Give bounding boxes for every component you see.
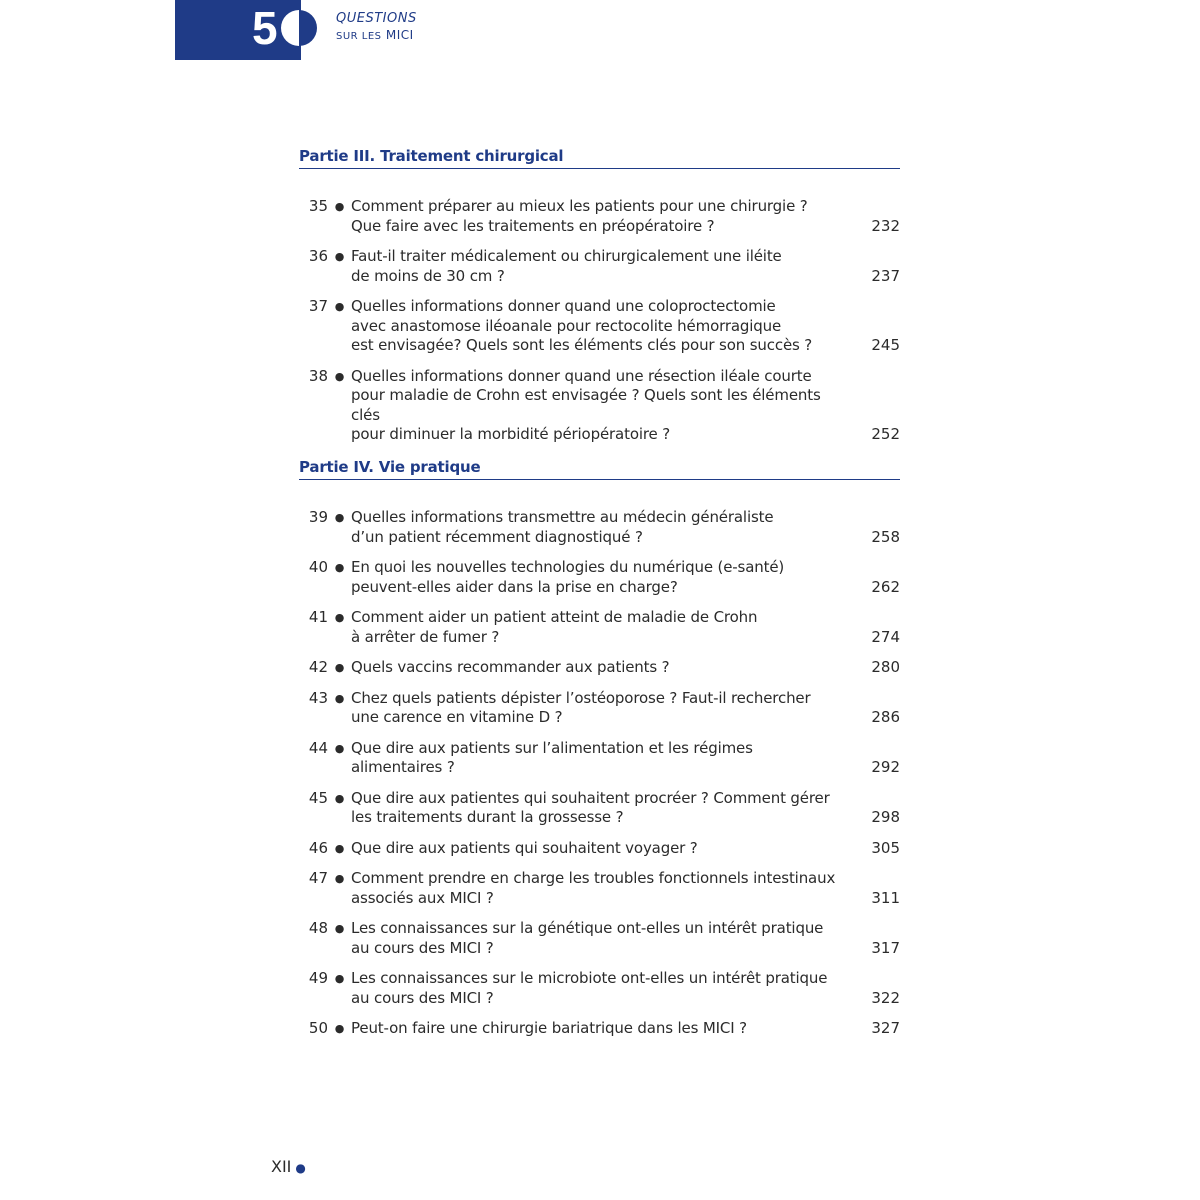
bullet-icon: ● — [334, 611, 345, 624]
entry-number: 44 — [308, 738, 328, 757]
toc-entry[interactable] — [299, 1019, 900, 1039]
brand-number: 5 — [252, 2, 277, 54]
entry-title: Que dire aux patients sur l’alimentation et les régimes alimentaires ? — [351, 738, 753, 776]
toc-entry[interactable] — [299, 297, 900, 356]
bullet-icon: ● — [334, 741, 345, 755]
entry-number: 46 — [308, 838, 328, 857]
bullet-icon: ● — [334, 511, 345, 524]
entry-number: 42 — [308, 658, 328, 676]
entry-number: 35 — [308, 197, 328, 215]
entry-page: 317 — [871, 938, 900, 957]
toc-entry[interactable] — [299, 608, 900, 647]
entry-title: Quelles informations donner quand une coloproctectomie avec anastomose iléoanale pour rectocolite hémorragique est envisagée? Quels sont les éléments clés pour son succès ? — [351, 297, 813, 354]
entry-title: Quelles informations donner quand une résection iléale courte pour maladie de Crohn est envisagée ? Quels sont les éléments clés pour diminuer la morbidité périopératoire ? — [351, 366, 821, 443]
entry-title: En quoi les nouvelles technologies du numérique (e-santé) peuvent-elles aider dans la prise en charge? — [351, 558, 785, 596]
entry-title: Que dire aux patientes qui souhaitent procréer ? Comment gérer les traitements durant la grossesse ? — [351, 788, 830, 826]
toc-entry[interactable] — [299, 367, 900, 445]
toc-entry[interactable] — [299, 247, 900, 286]
bullet-icon: ● — [334, 841, 345, 855]
entry-page: 311 — [871, 888, 900, 907]
entry-page: 292 — [871, 758, 900, 776]
toc-entry[interactable] — [299, 197, 900, 236]
entry-number: 38 — [308, 366, 328, 385]
entry-title: Que dire aux patients qui souhaitent voyager ? — [351, 838, 698, 857]
bullet-icon: ● — [334, 250, 345, 263]
bullet-icon: ● — [334, 561, 345, 574]
bullet-icon: ● — [334, 1022, 345, 1035]
bullet-icon: ● — [334, 369, 345, 383]
entry-page: 280 — [871, 658, 900, 676]
toc-entry[interactable] — [299, 558, 900, 597]
brand-half-circle-logo — [279, 8, 319, 48]
entry-title: Comment prendre en charge les troubles fonctionnels intestinaux associés aux MICI ? — [351, 869, 836, 907]
entry-title: Peut-on faire une chirurgie bariatrique dans les MICI ? — [351, 1019, 747, 1037]
entry-title: Comment préparer au mieux les patients pour une chirurgie ? Que faire avec les traitements en préopératoire ? — [351, 197, 808, 235]
entry-number: 48 — [308, 919, 328, 937]
section-partie-iv — [299, 458, 900, 1050]
entry-number: 50 — [308, 1019, 328, 1037]
toc-entry[interactable] — [299, 508, 900, 547]
entry-page: 258 — [871, 527, 900, 546]
entry-page: 237 — [871, 266, 900, 285]
entry-title: Faut-il traiter médicalement ou chirurgicalement une iléite de moins de 30 cm ? — [351, 247, 782, 285]
entry-page: 322 — [871, 988, 900, 1007]
entry-title: Quels vaccins recommander aux patients ? — [351, 658, 670, 676]
entry-number: 43 — [308, 688, 328, 707]
section-title: Partie IV. Vie pratique — [299, 458, 900, 480]
entry-title: Quelles informations transmettre au médecin généraliste d’un patient récemment diagnostiqué ? — [351, 508, 774, 546]
entry-number: 41 — [308, 608, 328, 626]
page-footer — [271, 1157, 306, 1176]
entry-page: 298 — [871, 808, 900, 826]
brand-title-line1: QUESTIONS — [336, 11, 417, 26]
bullet-icon: ● — [334, 922, 345, 935]
entry-number: 36 — [308, 247, 328, 265]
toc-entry[interactable] — [299, 919, 900, 958]
section-title: Partie III. Traitement chirurgical — [299, 147, 900, 169]
entry-title: Les connaissances sur le microbiote ont-elles un intérêt pratique au cours des MICI ? — [351, 969, 828, 1007]
entry-number: 49 — [308, 969, 328, 987]
entry-page: 274 — [871, 627, 900, 646]
entry-page: 245 — [871, 336, 900, 354]
toc-list — [299, 508, 900, 1039]
entry-title: Les connaissances sur la génétique ont-elles un intérêt pratique au cours des MICI ? — [351, 919, 824, 957]
brand-title — [336, 11, 417, 45]
bullet-icon: ● — [334, 300, 345, 313]
entry-number: 37 — [308, 297, 328, 315]
entry-number: 39 — [308, 508, 328, 526]
toc-entry[interactable] — [299, 658, 900, 678]
entry-title: Comment aider un patient atteint de maladie de Crohn à arrêter de fumer ? — [351, 608, 758, 646]
toc-entry[interactable] — [299, 689, 900, 728]
bullet-icon: ● — [295, 1161, 306, 1175]
bullet-icon: ● — [334, 872, 345, 885]
entry-page: 305 — [871, 838, 900, 857]
footer-page-label: XII — [271, 1157, 292, 1176]
brand-title-prefix: SUR LES — [336, 31, 382, 42]
bullet-icon: ● — [334, 972, 345, 985]
bullet-icon: ● — [334, 691, 345, 705]
entry-title: Chez quels patients dépister l’ostéoporose ? Faut-il rechercher une carence en vitamine D ? — [351, 688, 811, 726]
brand-title-line2 — [336, 27, 417, 45]
entry-page: 262 — [871, 577, 900, 596]
bullet-icon: ● — [334, 791, 345, 805]
toc-entry[interactable] — [299, 839, 900, 859]
bullet-icon: ● — [334, 200, 345, 213]
entry-page: 232 — [871, 216, 900, 235]
bullet-icon: ● — [334, 661, 345, 674]
entry-page: 252 — [871, 425, 900, 443]
toc-entry[interactable] — [299, 869, 900, 908]
toc-entry[interactable] — [299, 969, 900, 1008]
entry-page: 286 — [871, 708, 900, 726]
entry-number: 47 — [308, 869, 328, 887]
section-partie-iii — [299, 147, 900, 456]
toc-entry[interactable] — [299, 789, 900, 828]
entry-number: 45 — [308, 788, 328, 807]
brand-title-suffix: MICI — [385, 28, 414, 42]
toc-entry[interactable] — [299, 739, 900, 778]
toc-list — [299, 197, 900, 445]
entry-number: 40 — [308, 558, 328, 576]
entry-page: 327 — [871, 1019, 900, 1037]
